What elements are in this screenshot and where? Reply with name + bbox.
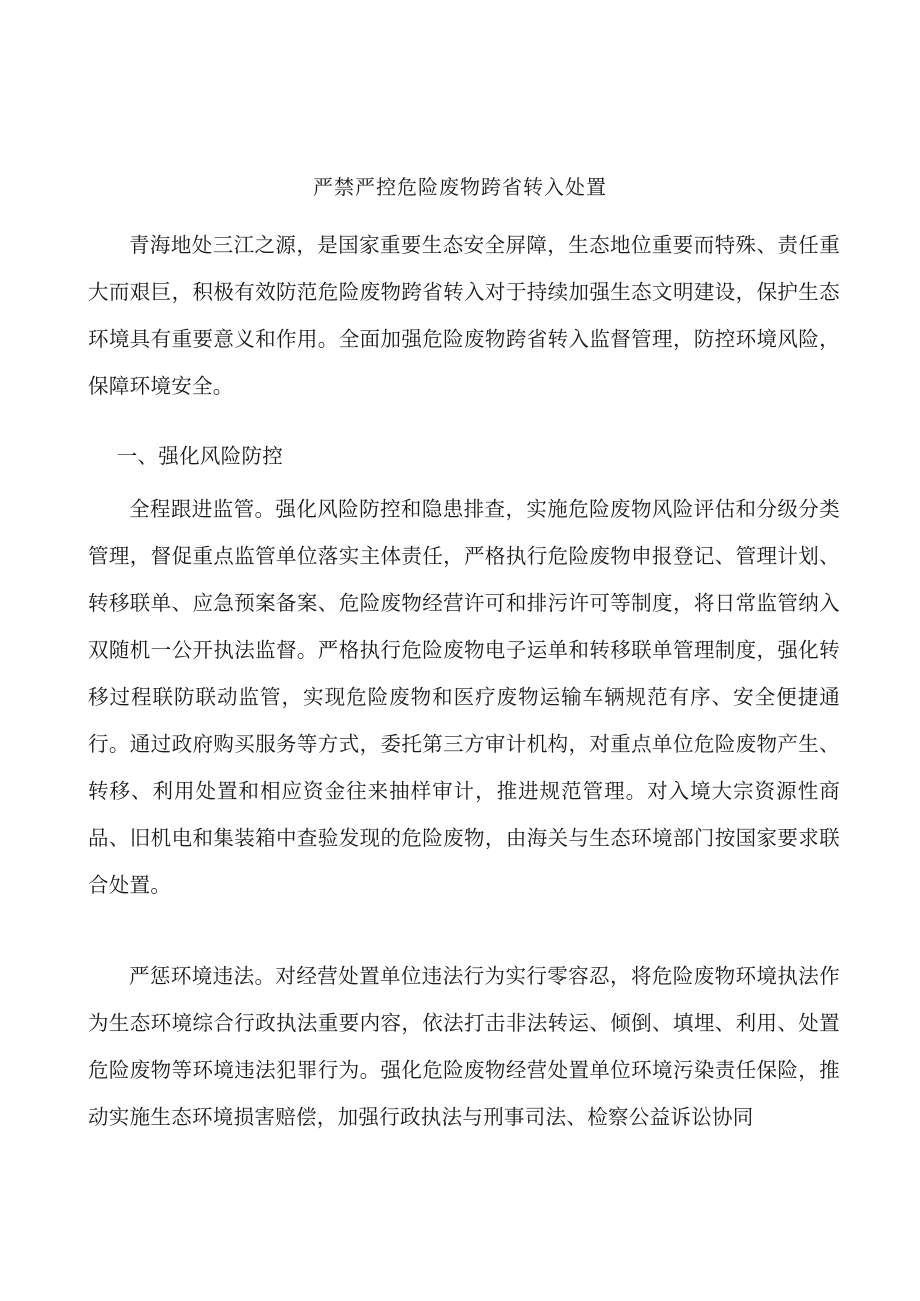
section-heading: 一、强化风险防控: [116, 444, 284, 468]
body-paragraph: 全程跟进监管。强化风险防控和隐患排查，实施危险废物风险评估和分级分类管理，督促重点监管单位落实主体责任，严格执行危险废物申报登记、管理计划、转移联单、应急预案备案、危险废物经营许可和排污许可等制度，将日常监管纳入双随机一公开执法监督。严格执行危险废物电子运单和转移联单管理制度，强化转移过程联防联动监管，实现危险废物和医疗废物运输车辆规范有序、安全便捷通行。通过政府购买服务等方式，委托第三方审计机构，对重点单位危险废物产生、转移、利用处置和相应资金往来抽样审计，推进规范管理。对入境大宗资源性商品、旧机电和集装箱中查验发现的危险废物，由海关与生态环境部门按国家要求联合处置。: [88, 497, 840, 897]
intro-paragraph: 青海地处三江之源，是国家重要生态安全屏障，生态地位重要而特殊、责任重大而艰巨，积极有效防范危险废物跨省转入对于持续加强生态文明建设，保护生态环境具有重要意义和作用。全面加强危险废物跨省转入监督管理，防控环境风险，保障环境安全。: [88, 233, 840, 398]
document-title: 严禁严控危险废物跨省转入处置: [313, 175, 607, 199]
body-paragraph: 严惩环境违法。对经营处置单位违法行为实行零容忍，将危险废物环境执法作为生态环境综合行政执法重要内容，依法打击非法转运、倾倒、填埋、利用、处置危险废物等环境违法犯罪行为。强化危险废物经营处置单位环境污染责任保险，推动实施生态环境损害赔偿，加强行政执法与刑事司法、检察公益诉讼协同: [88, 964, 840, 1129]
